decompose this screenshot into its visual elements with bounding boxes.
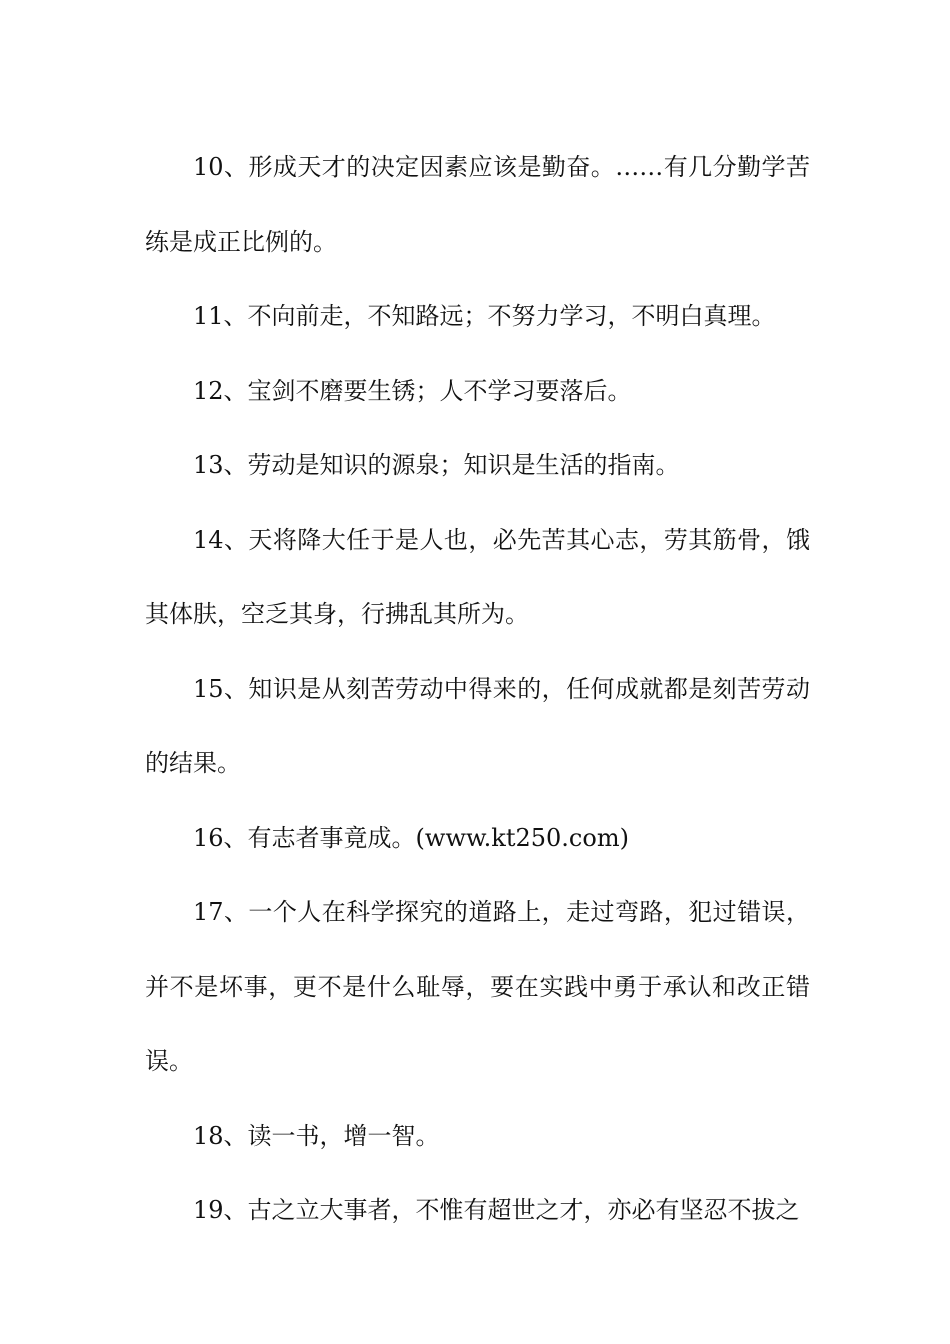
paragraph-18: 18、读一书，增一智。 [193, 1121, 440, 1150]
paragraph-11: 11、不向前走，不知路远；不努力学习，不明白真理。 [193, 302, 776, 330]
document-body [145, 130, 810, 1248]
paragraph-10: 10、形成天才的决定因素应该是勤奋。……有几分勤学苦练是成正比例的。 [145, 153, 810, 256]
paragraph-14: 14、天将降大任于是人也，必先苦其心志，劳其筋骨，饿其体肤，空乏其身，行拂乱其所为。 [145, 525, 810, 628]
paragraph-15: 15、知识是从刻苦劳动中得来的，任何成就都是刻苦劳动的结果。 [145, 674, 810, 777]
paragraph-12: 12、宝剑不磨要生锈；人不学习要落后。 [193, 376, 632, 405]
paragraph-17: 17、一个人在科学探究的道路上，走过弯路，犯过错误，并不是坏事，更不是什么耻辱，要在实践中勇于承认和改正错误。 [145, 898, 810, 1075]
paragraph-13: 13、劳动是知识的源泉；知识是生活的指南。 [193, 451, 680, 479]
paragraph-16: 16、有志者事竟成。(www.kt250.com) [193, 823, 629, 852]
paragraph-19: 19、古之立大事者，不惟有超世之才，亦必有坚忍不拔之 [193, 1196, 800, 1224]
